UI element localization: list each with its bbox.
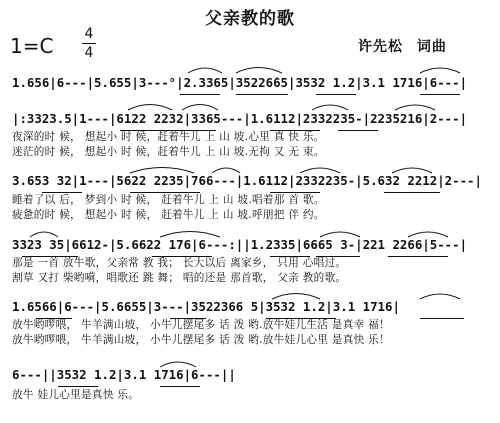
meter-bottom: 4 [84,45,94,61]
lyricist-composer: 许先松 [358,39,403,55]
notation-line-3: 3.653 32|1---|5622 2235|766---|1.6112|2332235-|5.632 2212|2---| [12,173,482,188]
lyric-line-4a: 那是 一首 放牛歌，父亲常 教 我； 长大以后 离家乡， 只用 心唱过。 [12,257,347,269]
beam-1b [236,94,288,95]
notation-line-5: 1.6566|6---|5.6655|3---|3522366 5|3532 1.2|3.1 1716| [12,299,400,314]
lyric-line-4b: 割草 又打 柴哟嗬，唱歌还 跳 舞； 唱的还是 那首歌， 父亲 教的歌。 [12,272,347,284]
beam-1c [316,94,356,95]
lyric-line-6a: 放牛 娃儿心里是真快 乐。 [12,389,140,401]
beam-6b [160,386,200,387]
beam-1d [420,94,460,95]
meter-bar [82,43,96,44]
lyric-line-3b: 疲惫的时 候， 想起小 时 候， 赶着牛儿 上 山 坡.呼朋把 伴 约。 [12,209,325,221]
notation-line-6: 6---||3532 1.2|3.1 1716|6---|| [12,367,236,382]
notation-line-1: 1.656|6---|5.655|3---°|2.3365|35226̇65|3532 1.2|3.1 1716|6---| [12,75,468,90]
credit-role: 词曲 [416,39,447,55]
lyric-line-5a: 放牛哟啰喂， 牛羊满山坡， 小牛儿摆尾多 话 泼 哟.放牛娃儿生活 是真幸 福！ [12,319,390,331]
song-title: 父亲教的歌 [205,9,295,29]
lyric-line-2a: 夜深的时 候， 想起小 时 候，赶着牛儿 上 山 坡.心里 真 快 乐。 [12,131,325,143]
beam-1a [180,94,220,95]
lyric-line-3a: 睡着了以 后， 梦到小 时 候， 赶着牛儿 上 山 坡.唱着那 首 歌。 [12,194,325,206]
key-signature: 1=C [10,34,54,58]
meter-top: 4 [84,26,94,42]
credit-line [358,36,455,56]
lyric-line-2b: 迷茫的时 候， 想起小 时 候，赶着牛儿 上 山 坡.无拘 又 无 束。 [12,146,325,158]
notation-line-2: |:3323.5|1---|6122 2232|3365---|1.6112|2332235-|2235216|2---| [12,111,468,126]
notation-line-4: 3323 35|6612-|5.6622 176|6---:||1.2335|6665 3-|221 2266|5---| [12,237,468,252]
lyric-line-5b: 放牛哟啰喂， 牛羊满山坡， 小牛儿摆尾多 话 泼 哟.放牛娃儿心里 是真快 乐！ [12,334,390,346]
time-signature [82,26,96,61]
slur-arcs-1 [0,62,500,74]
beam-6a [58,386,98,387]
